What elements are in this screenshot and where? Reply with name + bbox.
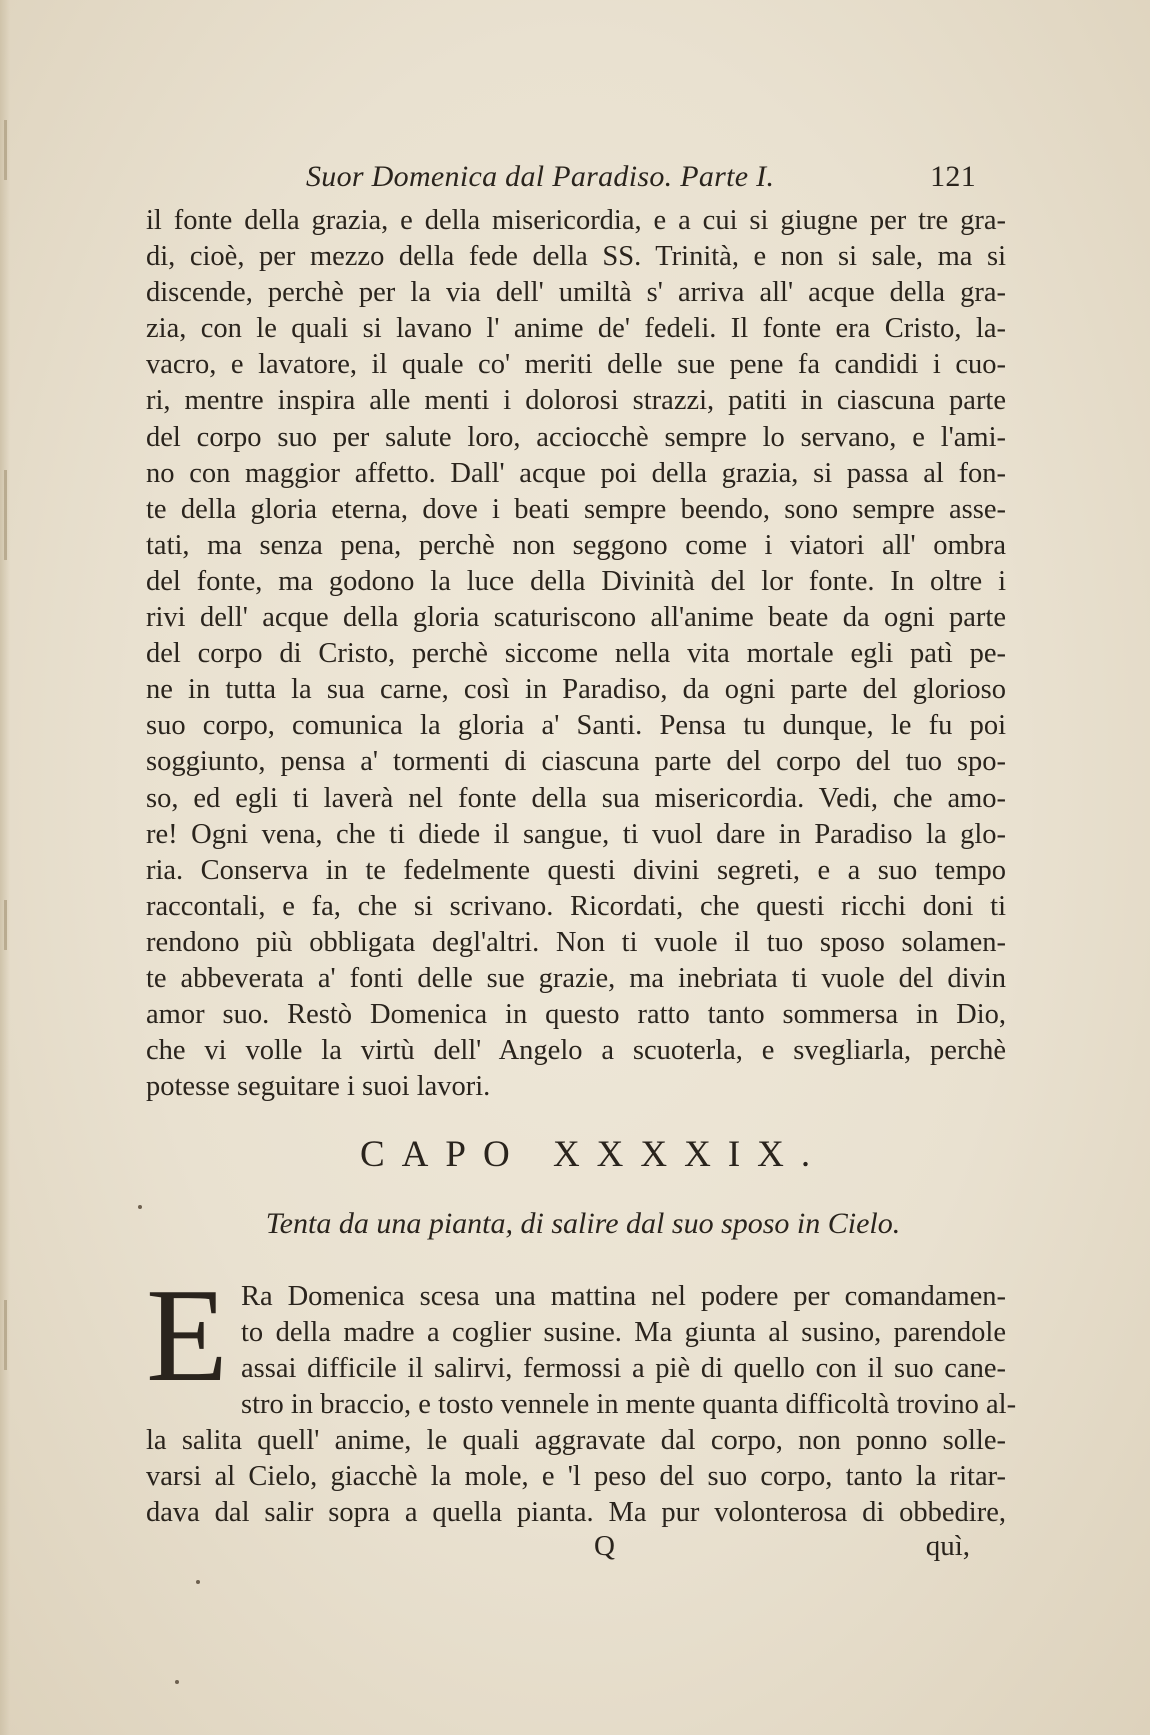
edge-stain xyxy=(4,1300,7,1370)
text-line: ne in tutta la sua carne, così in Paradiso, da ogni parte del glorioso xyxy=(146,674,1006,706)
paragraph-opening-text xyxy=(241,1279,1017,1423)
running-head xyxy=(306,160,976,200)
chapter-heading: CAPO XXXXIX. xyxy=(360,1134,828,1175)
catchword: quì, xyxy=(925,1530,970,1562)
text-line: il fonte della grazia, e della misericordia, e a cui si giugne per tre gra- xyxy=(146,205,1006,236)
text-line: rendono più obbligata degl'altri. Non ti vuole il tuo sposo solamen- xyxy=(146,926,1006,958)
edge-stain xyxy=(4,120,7,180)
text-line: to della madre a coglier susine. Ma giunta al susino, parendole xyxy=(241,1317,1006,1349)
text-line: la salita quell' anime, le quali aggravate dal corpo, non ponno solle- xyxy=(146,1425,1006,1456)
text-line: tati, ma senza pena, perchè non seggono come i viatori all' ombra xyxy=(146,529,1006,561)
text-line: del fonte, ma godono la luce della Divinità del lor fonte. In oltre i xyxy=(146,565,1006,597)
text-line: rivi dell' acque della gloria scaturiscono all'anime beate da ogni parte xyxy=(146,602,1006,634)
paragraph-main-text xyxy=(146,203,1006,1105)
text-line: amor suo. Restò Domenica in questo ratto tanto sommersa in Dio, xyxy=(146,999,1006,1031)
text-line: te abbeverata a' fonti delle sue grazie, ma inebriata ti vuole del divin xyxy=(146,962,1006,994)
page-number: 121 xyxy=(930,160,976,193)
edge-stain xyxy=(4,470,7,560)
running-head-title: Suor Domenica dal Paradiso. Parte I. xyxy=(306,160,775,193)
text-line: assai difficile il salirvi, fermossi a piè di quello con il suo cane- xyxy=(241,1353,1006,1385)
paper-speck xyxy=(175,1680,179,1684)
drop-capital: E xyxy=(146,1261,228,1409)
text-line: te della gloria eterna, dove i beati sempre beendo, sono sempre asse- xyxy=(146,493,1006,525)
text-line: so, ed egli ti laverà nel fonte della sua misericordia. Vedi, che amo- xyxy=(146,782,1006,814)
chapter-subtitle: Tenta da una pianta, di salire dal suo sposo in Cielo. xyxy=(265,1207,901,1240)
text-line: che vi volle la virtù dell' Angelo a scuoterla, e svegliarla, perchè xyxy=(146,1035,1006,1067)
text-line: ria. Conserva in te fedelmente questi divini segreti, e a suo tempo xyxy=(146,854,1006,886)
text-line: dava dal salir sopra a quella pianta. Ma pur volonterosa di obbedire, xyxy=(146,1497,1006,1529)
text-line: zia, con le quali si lavano l' anime de' fedeli. Il fonte era Cristo, la- xyxy=(146,313,1006,345)
paper-speck xyxy=(196,1580,200,1584)
page-left-edge xyxy=(0,0,10,1735)
text-line: Ra Domenica scesa una mattina nel podere per comandamen- xyxy=(241,1281,1006,1312)
text-line: discende, perchè per la via dell' umiltà s' arriva all' acque della gra- xyxy=(146,277,1006,309)
text-line: varsi al Cielo, giacchè la mole, e 'l peso del suo corpo, tanto la ritar- xyxy=(146,1461,1006,1493)
text-line: soggiunto, pensa a' tormenti di ciascuna parte del corpo del tuo spo- xyxy=(146,746,1006,778)
text-line: del corpo suo per salute loro, acciocchè sempre lo servano, e l'ami- xyxy=(146,421,1006,453)
text-line: stro in braccio, e tosto vennele in mente quanta difficoltà trovino al- xyxy=(241,1389,1017,1421)
text-line: no con maggior affetto. Dall' acque poi della grazia, si passa al fon- xyxy=(146,457,1006,489)
text-line: re! Ogni vena, che ti diede il sangue, ti vuol dare in Paradiso la glo- xyxy=(146,818,1006,850)
text-line: del corpo di Cristo, perchè siccome nella vita mortale egli patì pe- xyxy=(146,638,1006,670)
text-line: suo corpo, comunica la gloria a' Santi. Pensa tu dunque, le fu poi xyxy=(146,710,1006,742)
text-line: di, cioè, per mezzo della fede della SS. Trinità, e non si sale, ma si xyxy=(146,241,1006,273)
text-line: vacro, e lavatore, il quale co' meriti delle sue pene fa candidi i cuo- xyxy=(146,349,1006,381)
text-line: raccontali, e fa, che si scrivano. Ricordati, che questi ricchi doni ti xyxy=(146,890,1006,922)
paper-speck xyxy=(138,1205,142,1209)
text-line: potesse seguitare i suoi lavori. xyxy=(146,1071,491,1103)
signature-mark: Q xyxy=(594,1530,617,1562)
text-line: ri, mentre inspira alle menti i dolorosi strazzi, patiti in ciascuna parte xyxy=(146,385,1006,417)
paragraph-continuation-text xyxy=(146,1423,1006,1531)
edge-stain xyxy=(4,900,7,950)
